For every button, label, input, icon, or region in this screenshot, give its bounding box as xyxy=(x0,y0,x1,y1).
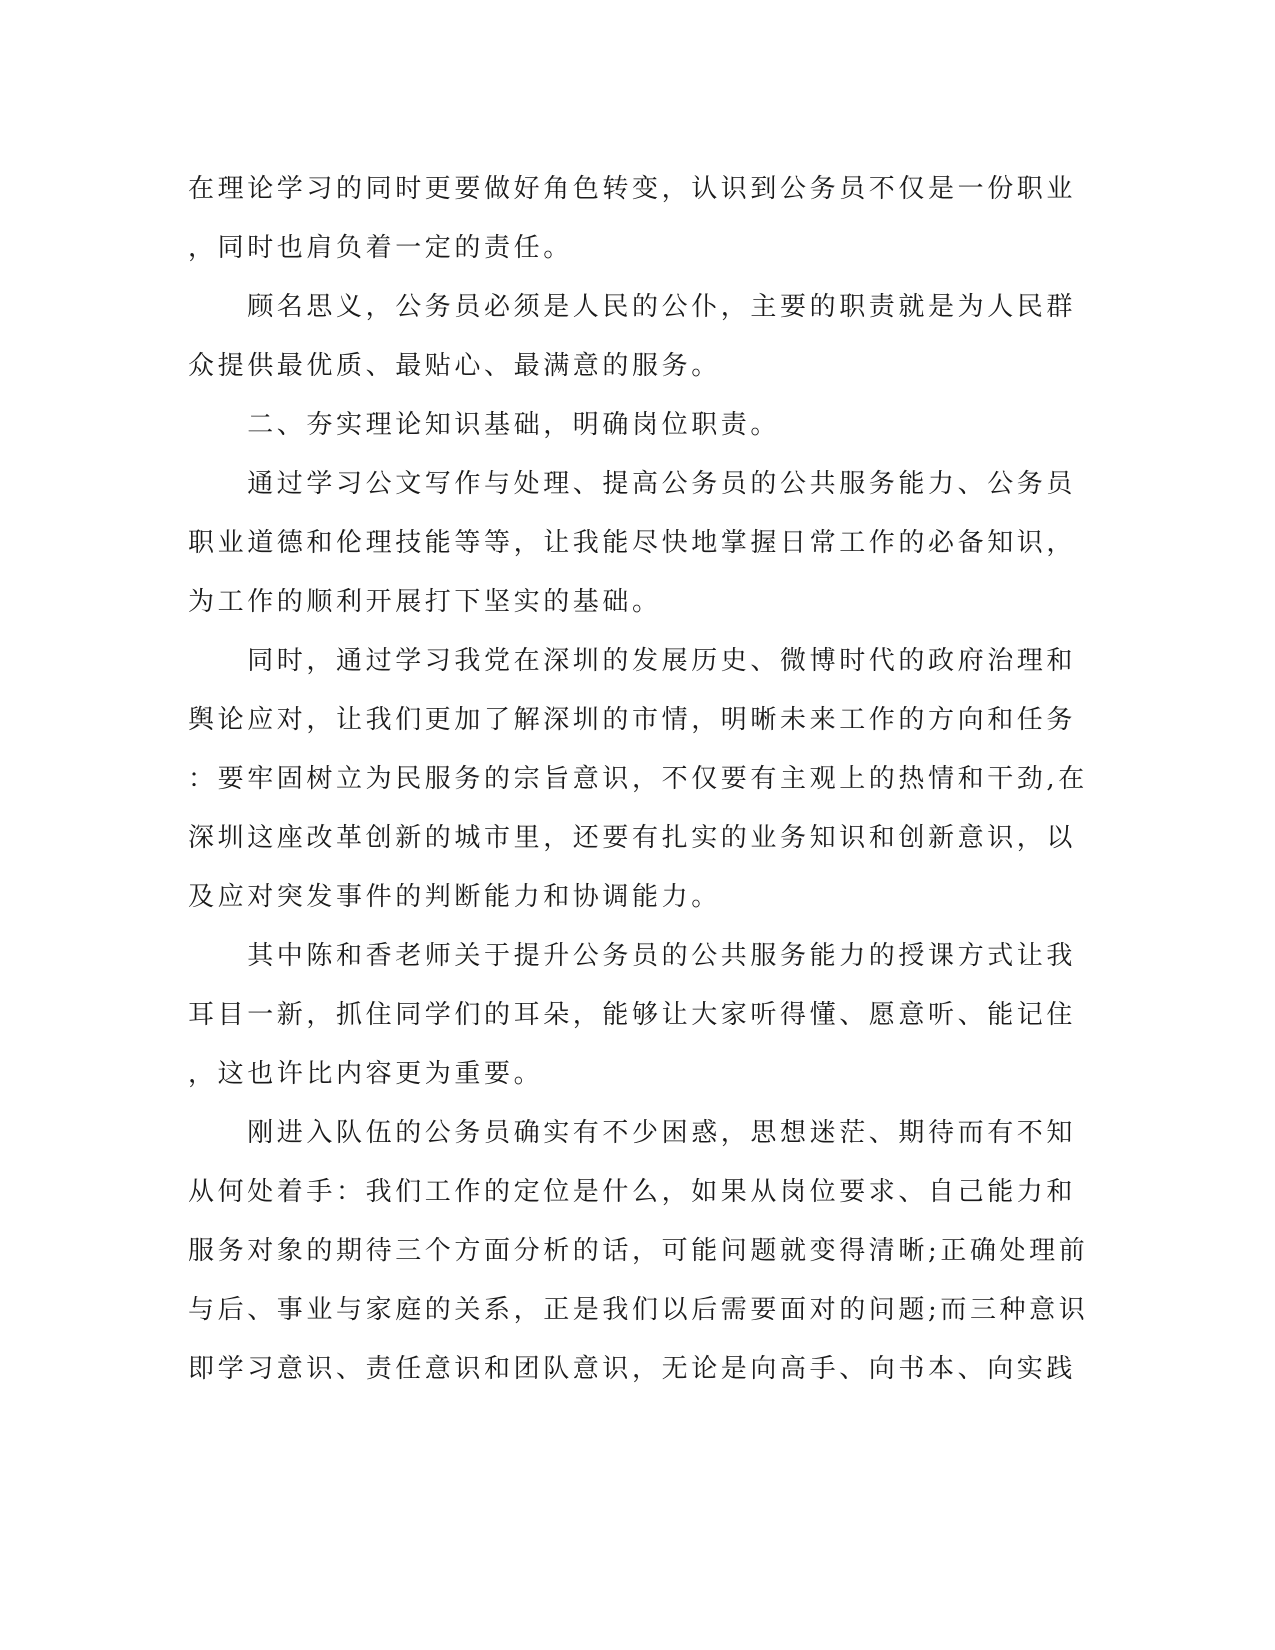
text-line: 服务对象的期待三个方面分析的话，可能问题就变得清晰;正确处理前 xyxy=(188,1236,1089,1266)
text-line: 其中陈和香老师关于提升公务员的公共服务能力的授课方式让我 xyxy=(188,941,1077,971)
text-line: 从何处着手：我们工作的定位是什么，如果从岗位要求、自己能力和 xyxy=(188,1177,1077,1207)
text-line: 通过学习公文写作与处理、提高公务员的公共服务能力、公务员 xyxy=(188,469,1077,499)
text-line: 同时，通过学习我党在深圳的发展历史、微博时代的政府治理和 xyxy=(188,646,1077,676)
text-line: ，这也许比内容更为重要。 xyxy=(188,1059,544,1089)
text-line: ：要牢固树立为民服务的宗旨意识，不仅要有主观上的热情和干劲,在 xyxy=(188,764,1088,794)
text-line: 即学习意识、责任意识和团队意识，无论是向高手、向书本、向实践 xyxy=(188,1354,1077,1384)
text-line: 与后、事业与家庭的关系，正是我们以后需要面对的问题;而三种意识 xyxy=(188,1295,1089,1325)
text-line: 在理论学习的同时更要做好角色转变，认识到公务员不仅是一份职业 xyxy=(188,174,1077,204)
text-line: 耳目一新，抓住同学们的耳朵，能够让大家听得懂、愿意听、能记住 xyxy=(188,1000,1077,1030)
text-line: 职业道德和伦理技能等等，让我能尽快地掌握日常工作的必备知识， xyxy=(188,528,1077,558)
text-line: 顾名思义，公务员必须是人民的公仆，主要的职责就是为人民群 xyxy=(188,292,1077,322)
text-line: 众提供最优质、最贴心、最满意的服务。 xyxy=(188,351,721,381)
document-body xyxy=(188,160,1088,1399)
text-line: 深圳这座改革创新的城市里，还要有扎实的业务知识和创新意识，以 xyxy=(188,823,1077,853)
text-line: ，同时也肩负着一定的责任。 xyxy=(188,233,573,263)
text-line: 为工作的顺利开展打下坚实的基础。 xyxy=(188,587,662,617)
text-line: 及应对突发事件的判断能力和协调能力。 xyxy=(188,882,721,912)
text-line: 刚进入队伍的公务员确实有不少困惑，思想迷茫、期待而有不知 xyxy=(188,1118,1077,1148)
text-line: 舆论应对，让我们更加了解深圳的市情，明晰未来工作的方向和任务 xyxy=(188,705,1077,735)
text-line: 二、夯实理论知识基础，明确岗位职责。 xyxy=(188,410,781,440)
